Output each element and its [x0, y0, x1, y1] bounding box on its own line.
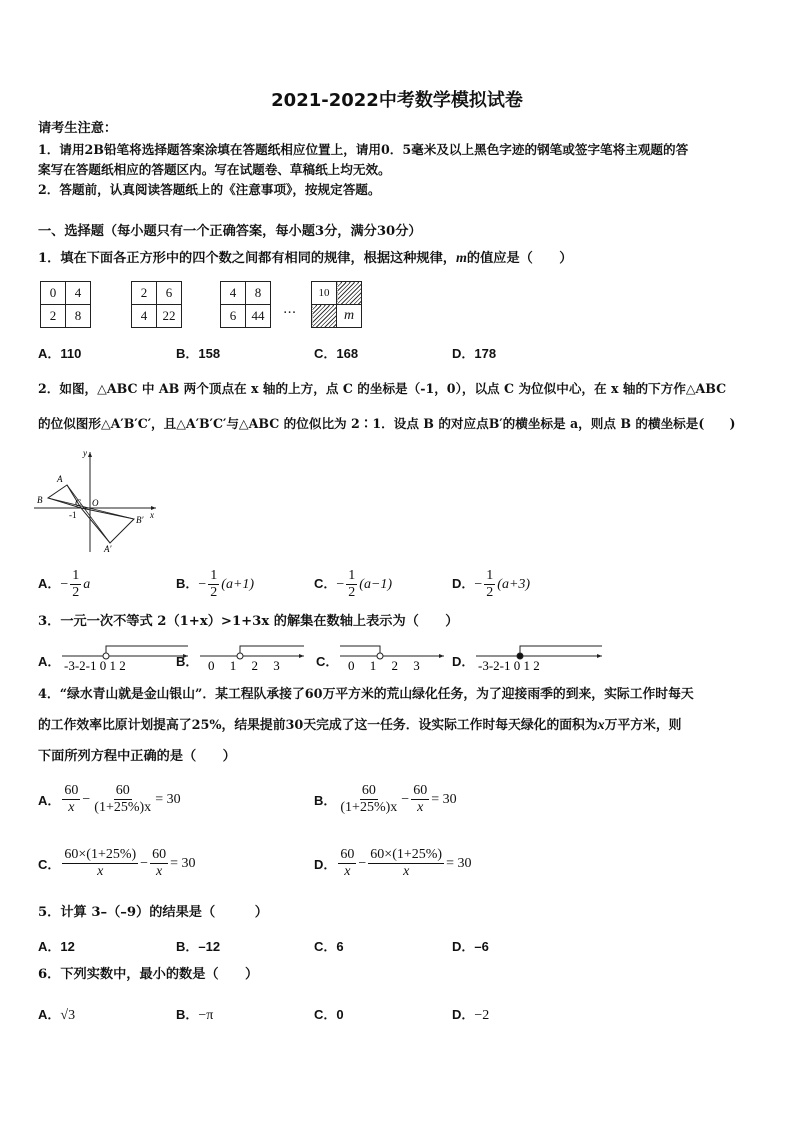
q3-numberline-b — [198, 642, 308, 674]
grid-cell: 0 — [41, 282, 66, 305]
q1-grid-2 — [131, 281, 182, 328]
q5-option-b[interactable]: B．–12 — [176, 939, 221, 954]
q4-line-3: 下面所列方程中正确的是（ ） — [38, 749, 236, 764]
q3-option-c[interactable]: C． — [316, 654, 339, 669]
q3-stem: 3．一元一次不等式 2（1+x）>1+3x 的解集在数轴上表示为（ ） — [38, 614, 459, 629]
q6-option-d[interactable]: D．−2 — [452, 1007, 490, 1023]
grid-cell-m: m — [337, 305, 362, 328]
q1-option-a[interactable]: A．110 — [38, 346, 82, 361]
q2-figure — [32, 446, 162, 556]
q4-line-2: 的工作效率比原计划提高了25%，结果提前30天完成了这一任务．设实际工作时每天绿化的面积为x万平方米，则 — [38, 718, 682, 733]
grid-cell: 6 — [157, 282, 182, 305]
label-aprime: A′ — [104, 544, 112, 554]
label-y: y — [83, 448, 87, 458]
grid-cell: 2 — [132, 282, 157, 305]
notice-heading: 请考生注意： — [38, 121, 118, 136]
notice-line-1: 1．请用2B铅笔将选择题答案涂填在答题纸相应位置上，请用0．5毫米及以上黑色字迹的钢笔或签字笔将主观题的答 — [38, 142, 689, 157]
y-axis-arrow-icon — [88, 452, 92, 457]
grid-cell: 2 — [41, 305, 66, 328]
section-heading: 一、选择题（每小题只有一个正确答案，每小题3分，满分30分） — [38, 224, 422, 239]
grid-cell: 4 — [132, 305, 157, 328]
q3-option-a[interactable]: A． — [38, 654, 61, 669]
q5-stem: 5．计算 3–（–9）的结果是（ ） — [38, 905, 268, 920]
grid-cell: 8 — [246, 282, 271, 305]
q1-option-b[interactable]: B．158 — [176, 346, 221, 361]
q1-ellipsis: … — [283, 302, 297, 317]
q3-option-d[interactable]: D． — [452, 654, 475, 669]
q4-option-d[interactable]: D． $\frac{60}{x}$ − $\frac{60\times(1+25\%)}{x}$ = 30 — [314, 847, 472, 879]
q4-option-b[interactable]: B． $\frac{60}{(1+25\%)x}$ − $\frac{60}{x}$ = 30 — [314, 783, 457, 815]
label-a: A — [57, 474, 63, 484]
grid-cell: 4 — [221, 282, 246, 305]
q5-option-d[interactable]: D．–6 — [452, 939, 489, 954]
page-title: 2021-2022中考数学模拟试卷 — [271, 90, 523, 111]
label-b: B — [37, 495, 43, 505]
tick-labels: -3-2-1 0 1 2 — [478, 658, 540, 673]
tick-labels: 0 1 2 3 — [348, 658, 420, 673]
q3-numberline-c — [338, 642, 448, 674]
hatched-cell — [337, 282, 362, 305]
grid-cell: 10 — [312, 282, 337, 305]
hatched-cell — [312, 305, 337, 328]
q6-option-c[interactable]: C．0 — [314, 1007, 344, 1022]
q3-option-b[interactable]: B． — [176, 654, 199, 669]
grid-cell: 22 — [157, 305, 182, 328]
q6-option-b[interactable]: B．−π — [176, 1007, 214, 1023]
grid-cell: 8 — [66, 305, 91, 328]
q2-option-c[interactable]: C．− $\frac{1}{2}$ (a−1) — [314, 568, 393, 600]
triangle-abc-prime — [81, 508, 134, 543]
q5-option-a[interactable]: A．12 — [38, 939, 75, 954]
label-o: O — [92, 498, 99, 508]
q1-stem — [38, 251, 572, 267]
q2-option-a[interactable]: A．− $\frac{1}{2}$ a — [38, 568, 91, 600]
notice-line-2: 案写在答题纸相应的答题区内。写在试题卷、草稿纸上均无效。 — [38, 162, 391, 177]
q3-options — [38, 642, 788, 676]
q1-stem-pre: 1．填在下面各正方形中的四个数之间都有相同的规律，根据这种规律， — [38, 251, 456, 266]
q4-option-a[interactable]: A． $\frac{60}{x}$ − $\frac{60}{(1+25\%)x}$ = 30 — [38, 783, 181, 815]
label-neg1: -1 — [69, 510, 77, 520]
label-x: x — [150, 510, 154, 520]
notice-line-3: 2．答题前，认真阅读答题纸上的《注意事项》，按规定答题。 — [38, 182, 381, 197]
q2-line-1: 2．如图，△ABC 中 AB 两个顶点在 x 轴的上方，点 C 的坐标是（-1，0），以点 C 为位似中心，在 x 轴的下方作△ABC — [38, 381, 727, 396]
q4-option-c[interactable]: C． $\frac{60\times(1+25\%)}{x}$ − $\frac{60}{x}$ = 30 — [38, 847, 196, 879]
q6-option-a[interactable]: A．√3 — [38, 1007, 76, 1023]
q1-var: m — [456, 251, 467, 266]
grid-cell: 44 — [246, 305, 271, 328]
q2-line-2: 的位似图形△A′B′C′，且△A′B′C′与△ABC 的位似比为 2∶1．设点 B 的对应点B′的横坐标是 a，则点 B 的横坐标是( ) — [38, 416, 736, 431]
q1-option-d[interactable]: D．178 — [452, 346, 497, 361]
q1-stem-post: 的值应是（ ） — [466, 251, 573, 266]
q1-grid-4 — [311, 281, 362, 328]
q1-grid-3 — [220, 281, 271, 328]
q2-option-b[interactable]: B．− $\frac{1}{2}$ (a+1) — [176, 568, 255, 600]
q4-line-1: 4．“绿水青山就是金山银山”．某工程队承接了60万平方米的荒山绿化任务，为了迎接雨季的到来，实际工作时每天 — [38, 687, 694, 702]
q5-option-c[interactable]: C．6 — [314, 939, 344, 954]
tick-labels: 0 1 2 3 — [208, 658, 280, 673]
q6-stem: 6．下列实数中，最小的数是（ ） — [38, 967, 259, 982]
q1-option-c[interactable]: C．168 — [314, 346, 359, 361]
grid-cell: 6 — [221, 305, 246, 328]
label-bprime: B′ — [136, 515, 144, 525]
q3-numberline-d — [474, 642, 604, 674]
q1-grid-1 — [40, 281, 91, 328]
q3-numberline-a — [60, 642, 190, 674]
q2-option-d[interactable]: D．− $\frac{1}{2}$ (a+3) — [452, 568, 531, 600]
grid-cell: 4 — [66, 282, 91, 305]
label-c: C — [75, 498, 82, 508]
tick-labels: -3-2-1 0 1 2 — [64, 658, 126, 673]
